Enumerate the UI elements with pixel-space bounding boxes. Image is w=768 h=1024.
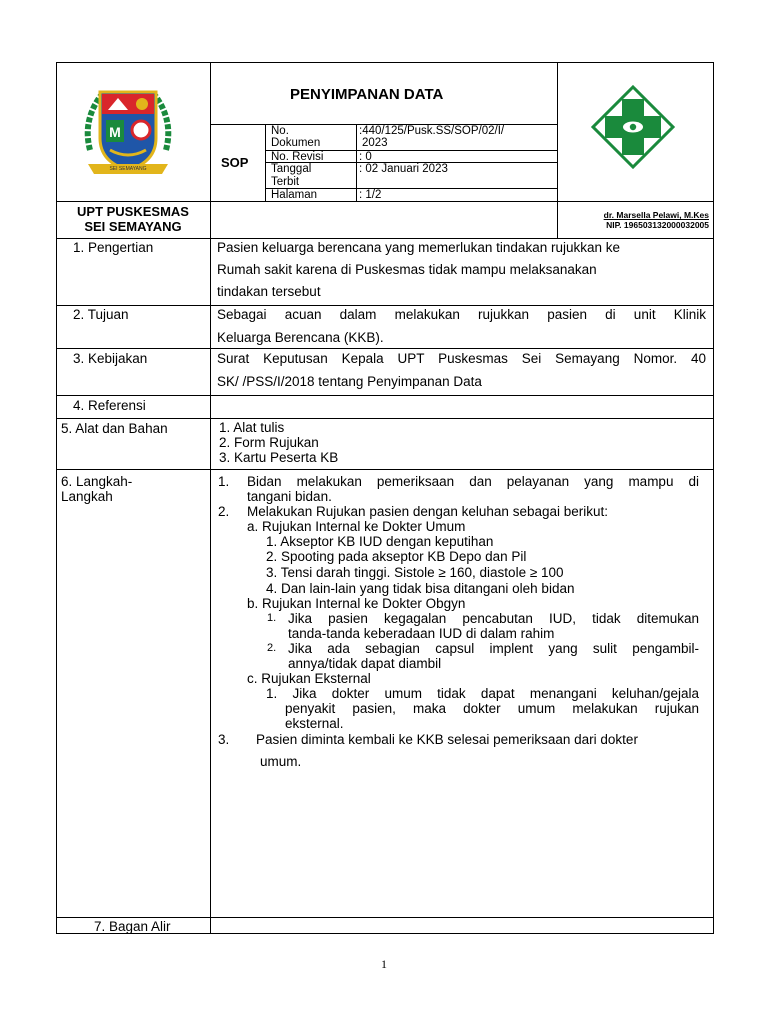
step-2-line: Melakukan Rujukan pasien dengan keluhan sebagai berikut: <box>247 504 608 519</box>
step-number: 2. <box>218 504 230 519</box>
meta-value-no-revisi: : 0 <box>359 151 372 163</box>
meta-value-tanggal-terbit: : 02 Januari 2023 <box>359 163 448 175</box>
regency-emblem-logo <box>80 80 176 180</box>
step-number: 1. <box>218 474 230 489</box>
kebijakan-line: Surat Keputusan Kepala UPT Puskesmas Sei Semayang Nomor. 40 <box>217 351 706 366</box>
sub-a-item: 2. Spooting pada akseptor KB Depo dan Pil <box>266 549 527 564</box>
sub-b2-line: annya/tidak dapat diambil <box>288 656 442 671</box>
meta-label-tanggal-terbit-1: Tanggal <box>271 163 312 175</box>
page-number: 1 <box>381 957 387 971</box>
step-1-line: Bidan melakukan pemeriksaan dan pelayanan yang mampu di <box>247 474 699 489</box>
sub-a-item: 4. Dan lain-lain yang tidak bisa ditangani oleh bidan <box>266 581 575 596</box>
section-label-referensi: 4. Referensi <box>73 398 146 413</box>
sub-b2-line: Jika ada sebagian capsul implent yang sulit pengambil- <box>288 641 699 656</box>
sub-b-number: 1. <box>267 612 277 624</box>
sub-a-item: 1. Akseptor KB IUD dengan keputihan <box>266 534 494 549</box>
sub-c1-line: penyakit pasien, maka dokter umum melakukan rujukan <box>285 701 699 716</box>
step-1-line: tangani bidan. <box>247 489 332 504</box>
meta-value-no-dokumen-2: 2023 <box>362 137 388 149</box>
sub-b-title: b. Rujukan Internal ke Dokter Obgyn <box>247 596 466 611</box>
tujuan-line: Keluarga Berencana (KKB). <box>217 330 384 345</box>
meta-label-tanggal-terbit-2: Terbit <box>271 176 300 188</box>
step-3-line: umum. <box>260 754 302 769</box>
sub-b1-line: Jika pasien kegagalan pencabutan IUD, tidak ditemukan <box>288 611 699 626</box>
section-label-langkah-2: Langkah <box>61 489 113 504</box>
sub-b1-line: tanda-tanda keberadaan IUD di dalam rahim <box>288 626 555 641</box>
meta-value-no-dokumen-1: :440/125/Pusk.SS/SOP/02/I/ <box>359 125 505 137</box>
step-number: 3. <box>218 732 230 747</box>
puskesmas-logo <box>591 85 675 169</box>
pengertian-line: Rumah sakit karena di Puskesmas tidak mampu melaksanakan <box>217 262 597 277</box>
alat-item: 1. Alat tulis <box>219 420 285 435</box>
alat-item: 2. Form Rujukan <box>219 435 319 450</box>
meta-label-halaman: Halaman <box>271 189 318 201</box>
sub-c1-line: eksternal. <box>285 716 344 731</box>
kebijakan-line: SK/ /PSS/I/2018 tentang Penyimpanan Data <box>217 374 482 389</box>
signatory-nip: NIP. 196503132000032005 <box>606 220 709 230</box>
section-label-langkah-1: 6. Langkah- <box>61 474 133 489</box>
sub-b-number: 2. <box>267 642 277 654</box>
tujuan-line: Sebagai acuan dalam melakukan rujukkan pasien di unit Klinik <box>217 307 706 322</box>
sub-a-title: a. Rujukan Internal ke Dokter Umum <box>247 519 466 534</box>
section-label-kebijakan: 3. Kebijakan <box>73 351 148 366</box>
svg-text:M: M <box>109 124 121 140</box>
meta-label-no-dokumen-2: Dokumen <box>271 137 321 149</box>
pengertian-line: Pasien keluarga berencana yang memerlukan tindakan rujukkan ke <box>217 240 620 255</box>
meta-value-halaman: : 1/2 <box>359 189 382 201</box>
meta-label-no-dokumen-1: No. <box>271 125 289 137</box>
emblem-ribbon-text: SEI SEMAYANG <box>109 166 147 172</box>
section-label-pengertian: 1. Pengertian <box>73 240 154 255</box>
step-3-line: Pasien diminta kembali ke KKB selesai pemeriksaan dari dokter <box>256 732 638 747</box>
signatory-name: dr. Marsella Pelawi, M.Kes <box>603 210 709 220</box>
document-title: PENYIMPANAN DATA <box>290 86 444 103</box>
section-label-bagan-alir: 7. Bagan Alir <box>94 919 171 934</box>
sub-a-item: 3. Tensi darah tinggi. Sistole ≥ 160, diastole ≥ 100 <box>266 565 564 580</box>
alat-item: 3. Kartu Peserta KB <box>219 450 339 465</box>
org-name-line1: UPT PUSKESMAS <box>77 204 189 219</box>
section-label-alat-bahan: 5. Alat dan Bahan <box>61 421 168 436</box>
org-name-line2: SEI SEMAYANG <box>84 219 182 234</box>
meta-label-no-revisi: No. Revisi <box>271 151 324 163</box>
sub-c1-line: 1. Jika dokter umum tidak dapat menangani keluhan/gejala <box>266 686 699 701</box>
sop-label: SOP <box>221 155 249 170</box>
pengertian-line: tindakan tersebut <box>217 284 321 299</box>
sub-c-title: c. Rujukan Eksternal <box>247 671 371 686</box>
section-label-tujuan: 2. Tujuan <box>73 307 129 322</box>
